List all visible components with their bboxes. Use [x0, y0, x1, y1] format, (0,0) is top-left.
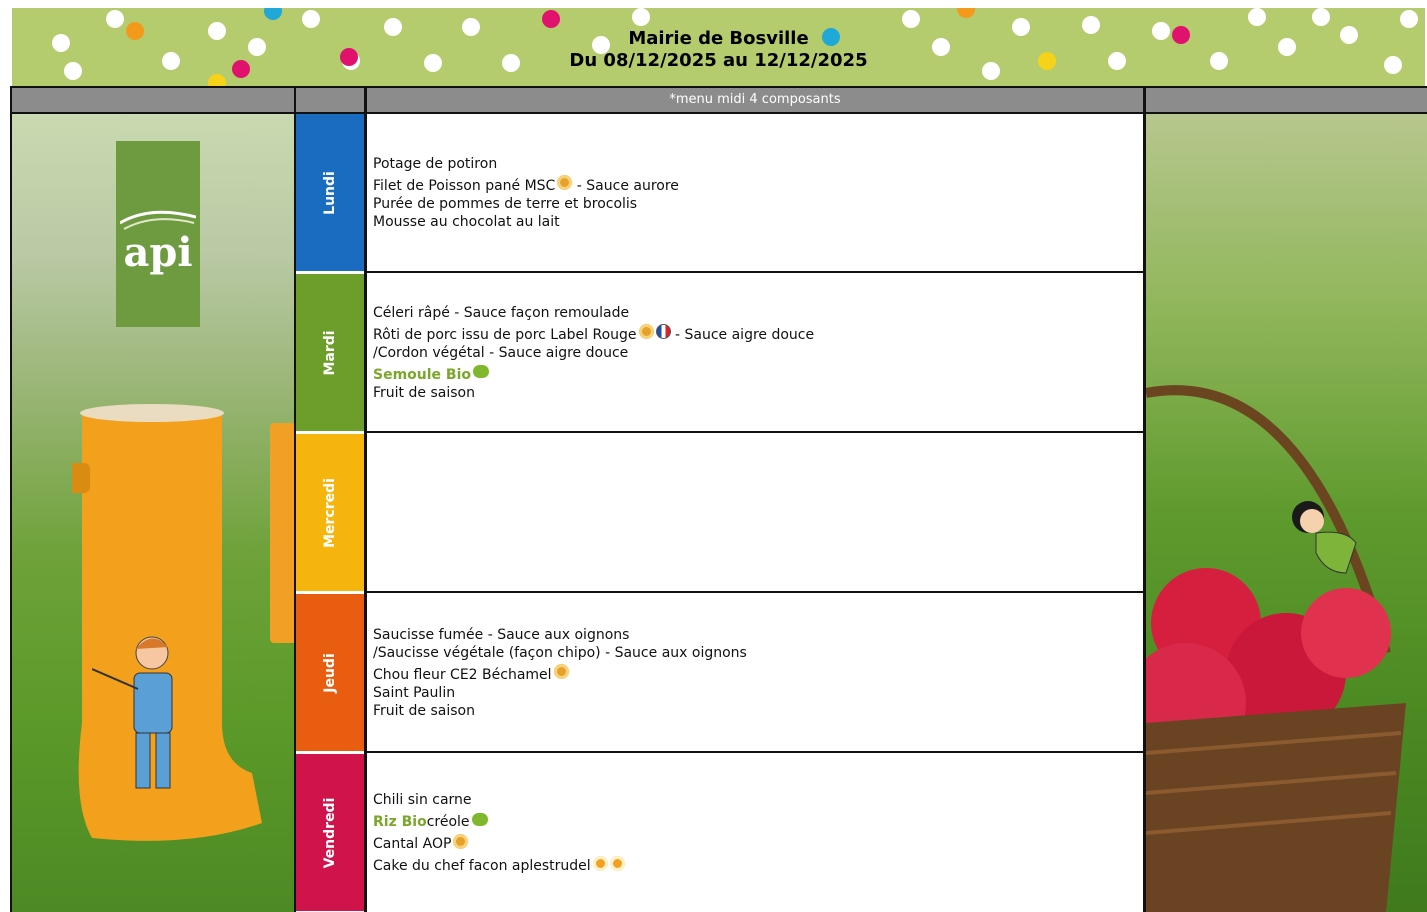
menu-item: [373, 177, 679, 195]
french-flag-icon: [656, 324, 671, 339]
table-header-border: [10, 112, 1427, 114]
dish-name: Potage de potiron: [373, 155, 498, 172]
day-tab-lundi: [296, 114, 364, 271]
page-title: Mairie de Bosville: [628, 28, 809, 49]
dish-name: /Cordon végétal - Sauce aigre douce: [373, 344, 629, 361]
dish-name: Céleri râpé - Sauce façon remoulade: [373, 304, 630, 321]
menu-item: [373, 626, 747, 644]
day-tab-mardi: [296, 274, 364, 431]
header-bar-right: [1146, 87, 1427, 113]
menu-item: [373, 213, 679, 231]
column-divider: [294, 86, 296, 912]
dish-sauce: - Sauce aigre douce: [670, 326, 815, 343]
day-tab-jeudi: [296, 594, 364, 751]
dish-name: Rôti de porc issu de porc Label Rouge: [373, 326, 637, 343]
day-tab-mercredi: [296, 434, 364, 591]
dish-name: Cake du chef facon aplestrudel: [373, 858, 591, 874]
menu-item: [373, 791, 625, 809]
menu-cell-lundi: [367, 114, 1143, 273]
menu-item: [373, 326, 814, 344]
day-label: Mardi: [322, 329, 338, 376]
day-label: Lundi: [322, 170, 338, 215]
menu-cell-vendredi: [367, 754, 1143, 912]
menu-item: [373, 813, 625, 831]
bio-icon: [472, 813, 488, 826]
menu-subtitle: *menu midi 4 composants: [367, 87, 1143, 113]
menu-item: [373, 702, 747, 720]
header-banner: [12, 8, 1425, 86]
bio-dish-name: Riz Bio: [373, 814, 427, 830]
label-icon: [557, 175, 572, 190]
right-decoration-photo: [1146, 113, 1427, 912]
apple-basket-icon: [1146, 373, 1427, 912]
label-icon: [639, 324, 654, 339]
header-bar-days: [296, 87, 364, 113]
menu-item: [373, 344, 814, 362]
menu-item: [373, 644, 747, 662]
day-label: Mercredi: [322, 477, 338, 548]
label-icon: [453, 834, 468, 849]
dish-name: créole: [426, 814, 470, 830]
dish-name: Saucisse fumée - Sauce aux oignons: [373, 626, 630, 643]
logo-swoosh-icon: [120, 201, 196, 231]
homemade-icon: [610, 856, 625, 871]
menu-item: [373, 684, 747, 702]
menu-item: [373, 155, 679, 173]
dish-name: Chili sin carne: [373, 792, 472, 808]
dish-name: Filet de Poisson pané MSC: [373, 177, 556, 194]
date-range: Du 08/12/2025 au 12/12/2025: [569, 50, 868, 71]
gardener-child-icon: [92, 633, 202, 803]
day-tab-vendredi: [296, 754, 364, 911]
logo-text: api: [123, 229, 193, 276]
dish-name: Chou fleur CE2 Béchamel: [373, 666, 552, 683]
table-top-border: [10, 86, 1427, 88]
menu-item: [373, 366, 814, 384]
left-decoration-photo: [12, 113, 294, 912]
menu-cell-mardi: [367, 274, 1143, 433]
menu-cell-jeudi: [367, 594, 1143, 753]
dish-name: /Saucisse végétale (façon chipo) - Sauce aux oignons: [373, 644, 747, 661]
menu-item: [373, 195, 679, 213]
dish-name: Saint Paulin: [373, 684, 456, 701]
dish-sauce: - Sauce aurore: [572, 177, 679, 194]
dish-name: Purée de pommes de terre et brocolis: [373, 195, 638, 212]
menu-item: [373, 835, 625, 853]
dish-name: Fruit de saison: [373, 702, 475, 719]
day-label: Vendredi: [322, 797, 338, 868]
label-icon: [554, 664, 569, 679]
menu-item: [373, 666, 747, 684]
api-logo: [116, 141, 200, 327]
dish-name: Mousse au chocolat au lait: [373, 213, 560, 230]
column-divider: [1143, 86, 1146, 912]
menu-item: [373, 304, 814, 322]
bio-icon: [473, 365, 489, 378]
climbing-child-icon: [1286, 493, 1376, 583]
column-divider: [364, 86, 367, 912]
second-boot: [270, 423, 294, 643]
table-left-border: [10, 86, 12, 912]
bio-dish-name: Semoule Bio: [373, 366, 472, 383]
dish-name: Fruit de saison: [373, 384, 475, 401]
dish-name: Cantal AOP: [373, 836, 452, 852]
header-bar-left: [12, 87, 294, 113]
day-label: Jeudi: [322, 652, 338, 693]
menu-item: [373, 857, 625, 875]
menu-item: [373, 384, 814, 402]
menu-cell-mercredi: [367, 434, 1143, 593]
homemade-icon: [593, 856, 608, 871]
